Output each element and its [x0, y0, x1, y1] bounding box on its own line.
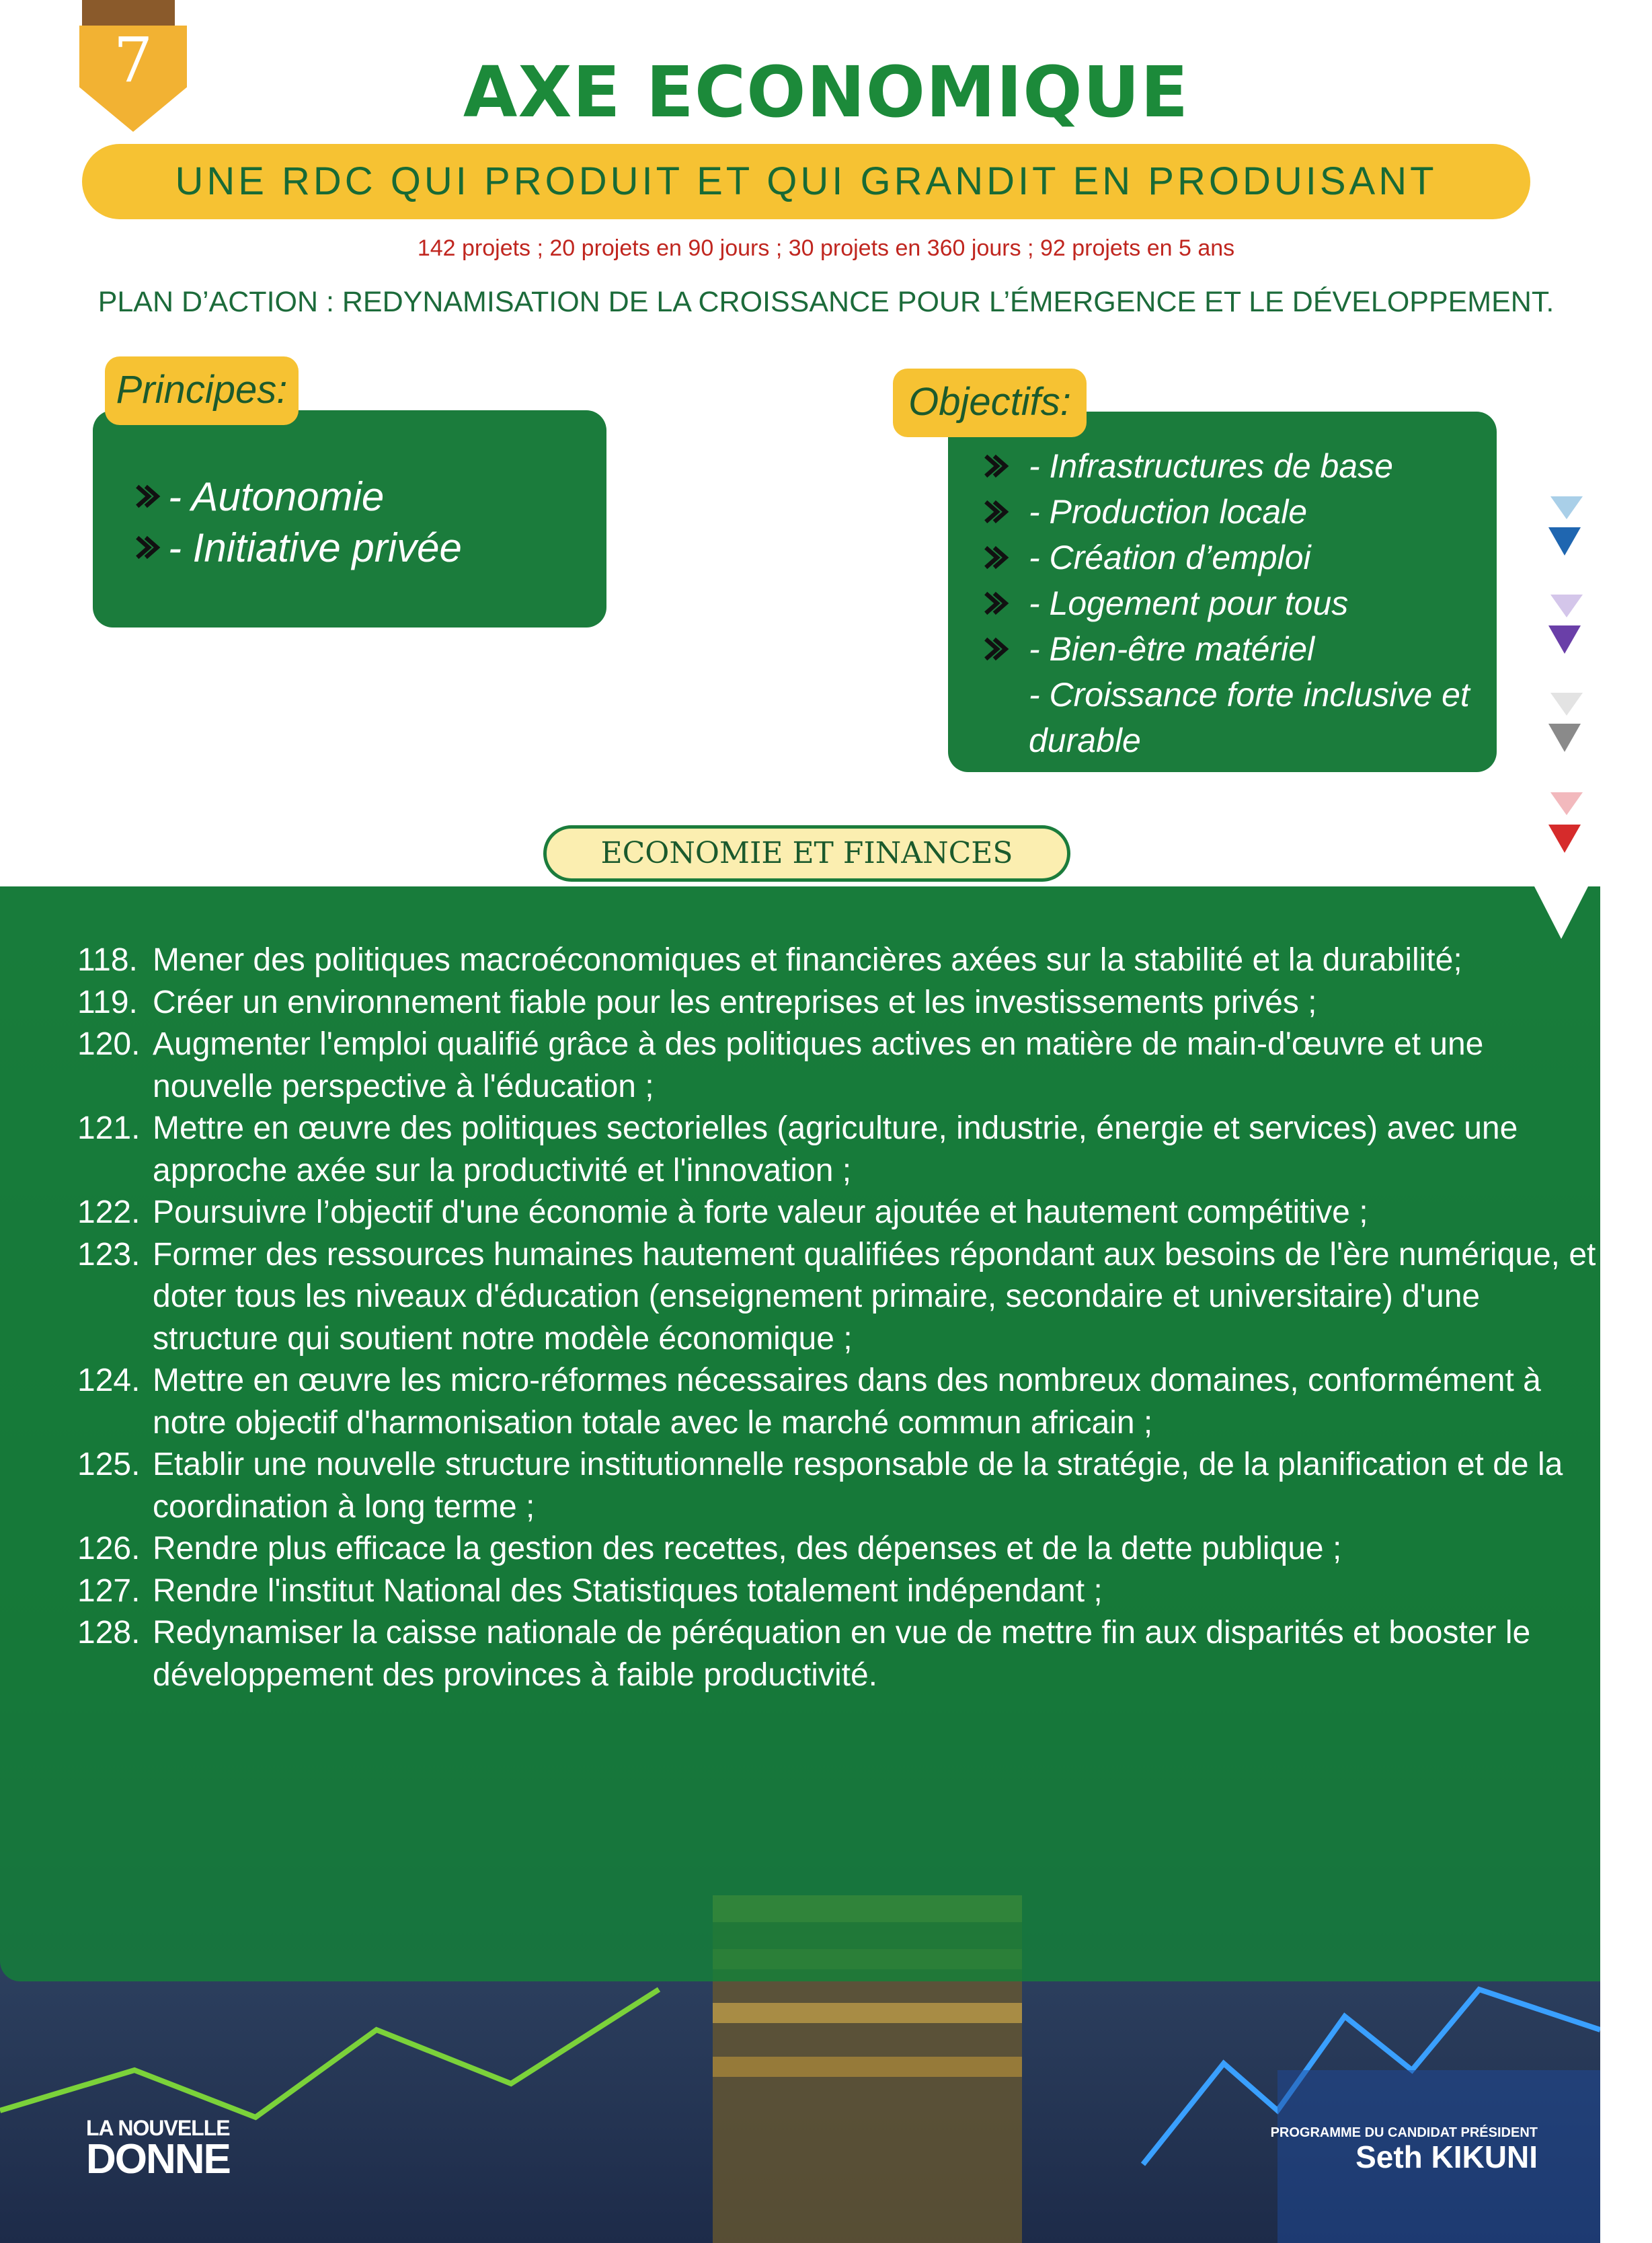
chevron-right-icon [983, 589, 1011, 617]
triangle-icon [1548, 724, 1581, 752]
principles-list [134, 471, 462, 573]
list-item: - Création d’emploi [983, 535, 1494, 580]
list-item: 127. Rendre l'institut National des Statistiques totalement indépendant ; [77, 1572, 1103, 1609]
triangle-icon [1550, 595, 1583, 617]
list-item: - Infrastructures de base [983, 443, 1494, 489]
brand-logo-right: PROGRAMME DU CANDIDAT PRÉSIDENT Seth KIKUNI [1270, 2125, 1538, 2174]
principles-label: Principes: [105, 356, 299, 425]
list-item: 119. Créer un environnement fiable pour les entreprises et les investissements privés ; [77, 984, 1317, 1020]
triangle-icon [1548, 825, 1581, 853]
triangle-icon [1550, 693, 1583, 716]
list-item: 120. Augmenter l'emploi qualifié grâce à des politiques actives en matière de main-d'œuvre et une nouvelle perspective à l'éducation ; [77, 1026, 1484, 1104]
list-item: 123. Former des ressources humaines hautement qualifiées répondant aux besoins de l'ère numérique, et doter tous les niveaux d'éducation (enseignement primaire, secondaire et universitaire) d'une structure qui soutient notre modèle économique ; [77, 1236, 1596, 1357]
list-item: 121. Mettre en œuvre des politiques sectorielles (agriculture, industrie, énergie et services) avec une approche axée sur la productivité et l'innovation ; [77, 1110, 1518, 1188]
list-item: 126. Rendre plus efficace la gestion des recettes, des dépenses et de la dette publique ; [77, 1531, 1342, 1566]
chevron-right-icon [983, 635, 1011, 663]
list-item: - Logement pour tous [983, 580, 1494, 626]
chevron-right-icon [134, 533, 163, 562]
list-item: - Croissance forte inclusive et durable [1029, 676, 1470, 759]
page-number: 7 [113, 24, 153, 96]
action-plan: PLAN D’ACTION : REDYNAMISATION DE LA CROISSANCE POUR L’ÉMERGENCE ET LE DÉVELOPPEMENT. [97, 286, 1555, 318]
list-item: 122. Poursuivre l’objectif d'une économie à forte valeur ajoutée et hautement compétitive ; [77, 1194, 1368, 1230]
panel-notch [1534, 886, 1588, 939]
objectives-list [983, 443, 1494, 763]
section-heading: ECONOMIE ET FINANCES [543, 825, 1070, 882]
triangle-icon [1550, 496, 1583, 519]
list-item: 128. Redynamiser la caisse nationale de péréquation en vue de mettre fin aux disparités et booster le développement des provinces à faible productivité. [77, 1615, 1531, 1693]
list-item: 124. Mettre en œuvre les micro-réformes nécessaires dans des nombreux domaines, conformément à notre objectif d'harmonisation totale avec le marché commun africain ; [77, 1363, 1541, 1441]
list-item: - Initiative privée [134, 522, 462, 573]
chevron-right-icon [983, 452, 1011, 480]
triangle-icon [1550, 792, 1583, 815]
chevron-right-icon [983, 498, 1011, 526]
list-item: - Bien-être matériel [983, 626, 1494, 672]
list-item: 118. Mener des politiques macroéconomiques et financières axées sur la stabilité et la durabilité; [77, 942, 1462, 978]
brand-logo-left: LA NOUVELLE DONNE [86, 2116, 230, 2182]
subtitle: UNE RDC QUI PRODUIT ET QUI GRANDIT EN PRODUISANT [175, 159, 1438, 203]
list-item: 125. Etablir une nouvelle structure institutionnelle responsable de la stratégie, de la planification et de la coordination à long terme ; [77, 1447, 1563, 1525]
list-item: - Autonomie [134, 471, 462, 522]
measures-list [77, 940, 1597, 1696]
triangle-icon [1548, 625, 1581, 654]
page-title: AXE ECONOMIQUE [463, 51, 1189, 133]
chevron-right-icon [983, 543, 1011, 572]
list-item: - Production locale [983, 489, 1494, 535]
objectives-label: Objectifs: [893, 369, 1087, 437]
chevron-right-icon [134, 482, 163, 510]
triangle-icon [1548, 527, 1581, 556]
project-counts: 142 projets ; 20 projets en 90 jours ; 30 projets en 360 jours ; 92 projets en 5 ans [417, 235, 1235, 261]
